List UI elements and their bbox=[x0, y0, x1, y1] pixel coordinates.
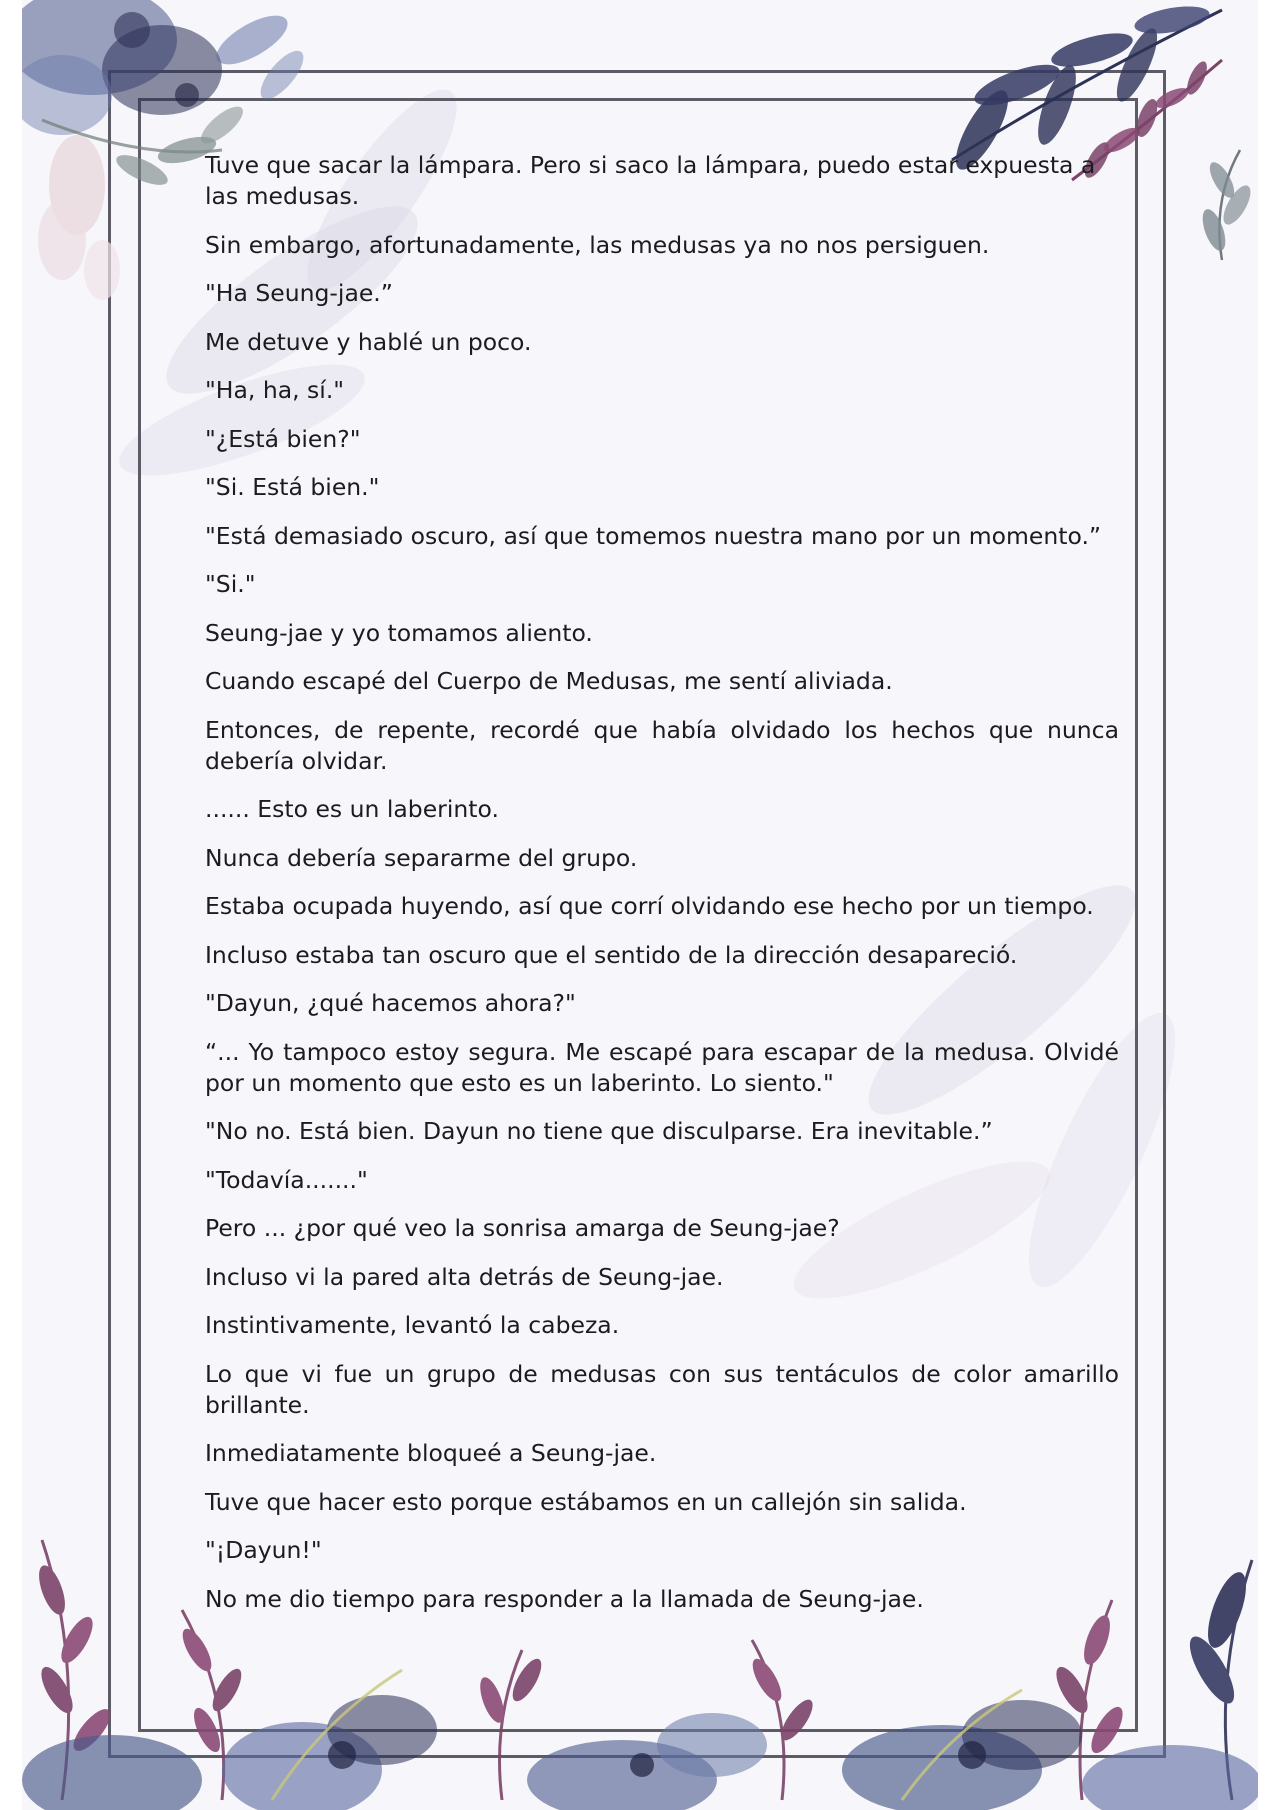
paragraph: "¡Dayun!" bbox=[205, 1536, 322, 1564]
paragraph: Lo que vi fue un grupo de medusas con sus tentáculos de color amarillo brillante. bbox=[205, 1359, 1119, 1419]
paragraph: "Está demasiado oscuro, así que tomemos nuestra mano por un momento.” bbox=[205, 521, 1102, 550]
paragraph: Me detuve y hablé un poco. bbox=[205, 327, 532, 356]
paragraph: "Dayun, ¿qué hacemos ahora?" bbox=[205, 989, 576, 1017]
paragraph: ...... Esto es un laberinto. bbox=[205, 795, 499, 823]
paragraph: Sin embargo, afortunadamente, las medusas ya no nos persiguen. bbox=[205, 230, 990, 259]
paragraph: "Ha Seung-jae.” bbox=[205, 279, 393, 307]
paragraph: Tuve que sacar la lámpara. Pero si saco la lámpara, puedo estar expuesta a las medusas. bbox=[205, 151, 1096, 210]
paragraph: No me dio tiempo para responder a la llamada de Seung-jae. bbox=[205, 1584, 924, 1613]
paragraph: "Si. Está bien." bbox=[205, 473, 380, 501]
paragraph: Estaba ocupada huyendo, así que corrí olvidando ese hecho por un tiempo. bbox=[205, 892, 1094, 920]
paragraph: "¿Está bien?" bbox=[205, 424, 361, 453]
paragraph: Incluso vi la pared alta detrás de Seung-jae. bbox=[205, 1262, 724, 1291]
paragraph: "Ha, ha, sí." bbox=[205, 376, 345, 404]
paragraph: Incluso estaba tan oscuro que el sentido de la dirección desapareció. bbox=[205, 940, 1018, 969]
paragraph: Tuve que hacer esto porque estábamos en un callejón sin salida. bbox=[205, 1487, 967, 1516]
paragraph: Cuando escapé del Cuerpo de Medusas, me sentí aliviada. bbox=[205, 667, 893, 695]
document-page bbox=[22, 0, 1258, 1810]
paragraph: Pero ... ¿por qué veo la sonrisa amarga de Seung-jae? bbox=[205, 1214, 840, 1242]
paragraph: Instintivamente, levantó la cabeza. bbox=[205, 1311, 620, 1339]
paragraph: Seung-jae y yo tomamos aliento. bbox=[205, 618, 593, 647]
paragraph: Entonces, de repente, recordé que había olvidado los hechos que nunca debería olvidar. bbox=[205, 715, 1119, 775]
paragraph: Inmediatamente bloqueé a Seung-jae. bbox=[205, 1439, 657, 1467]
paragraph: Nunca debería separarme del grupo. bbox=[205, 843, 638, 872]
paragraph: "Todavía......." bbox=[205, 1165, 368, 1194]
story-text bbox=[205, 150, 1119, 1632]
paragraph: "Si." bbox=[205, 570, 256, 598]
paragraph: "No no. Está bien. Dayun no tiene que disculparse. Era inevitable.” bbox=[205, 1117, 993, 1145]
paragraph: “... Yo tampoco estoy segura. Me escapé para escapar de la medusa. Olvidé por un momento que esto es un laberinto. Lo siento." bbox=[205, 1037, 1119, 1097]
